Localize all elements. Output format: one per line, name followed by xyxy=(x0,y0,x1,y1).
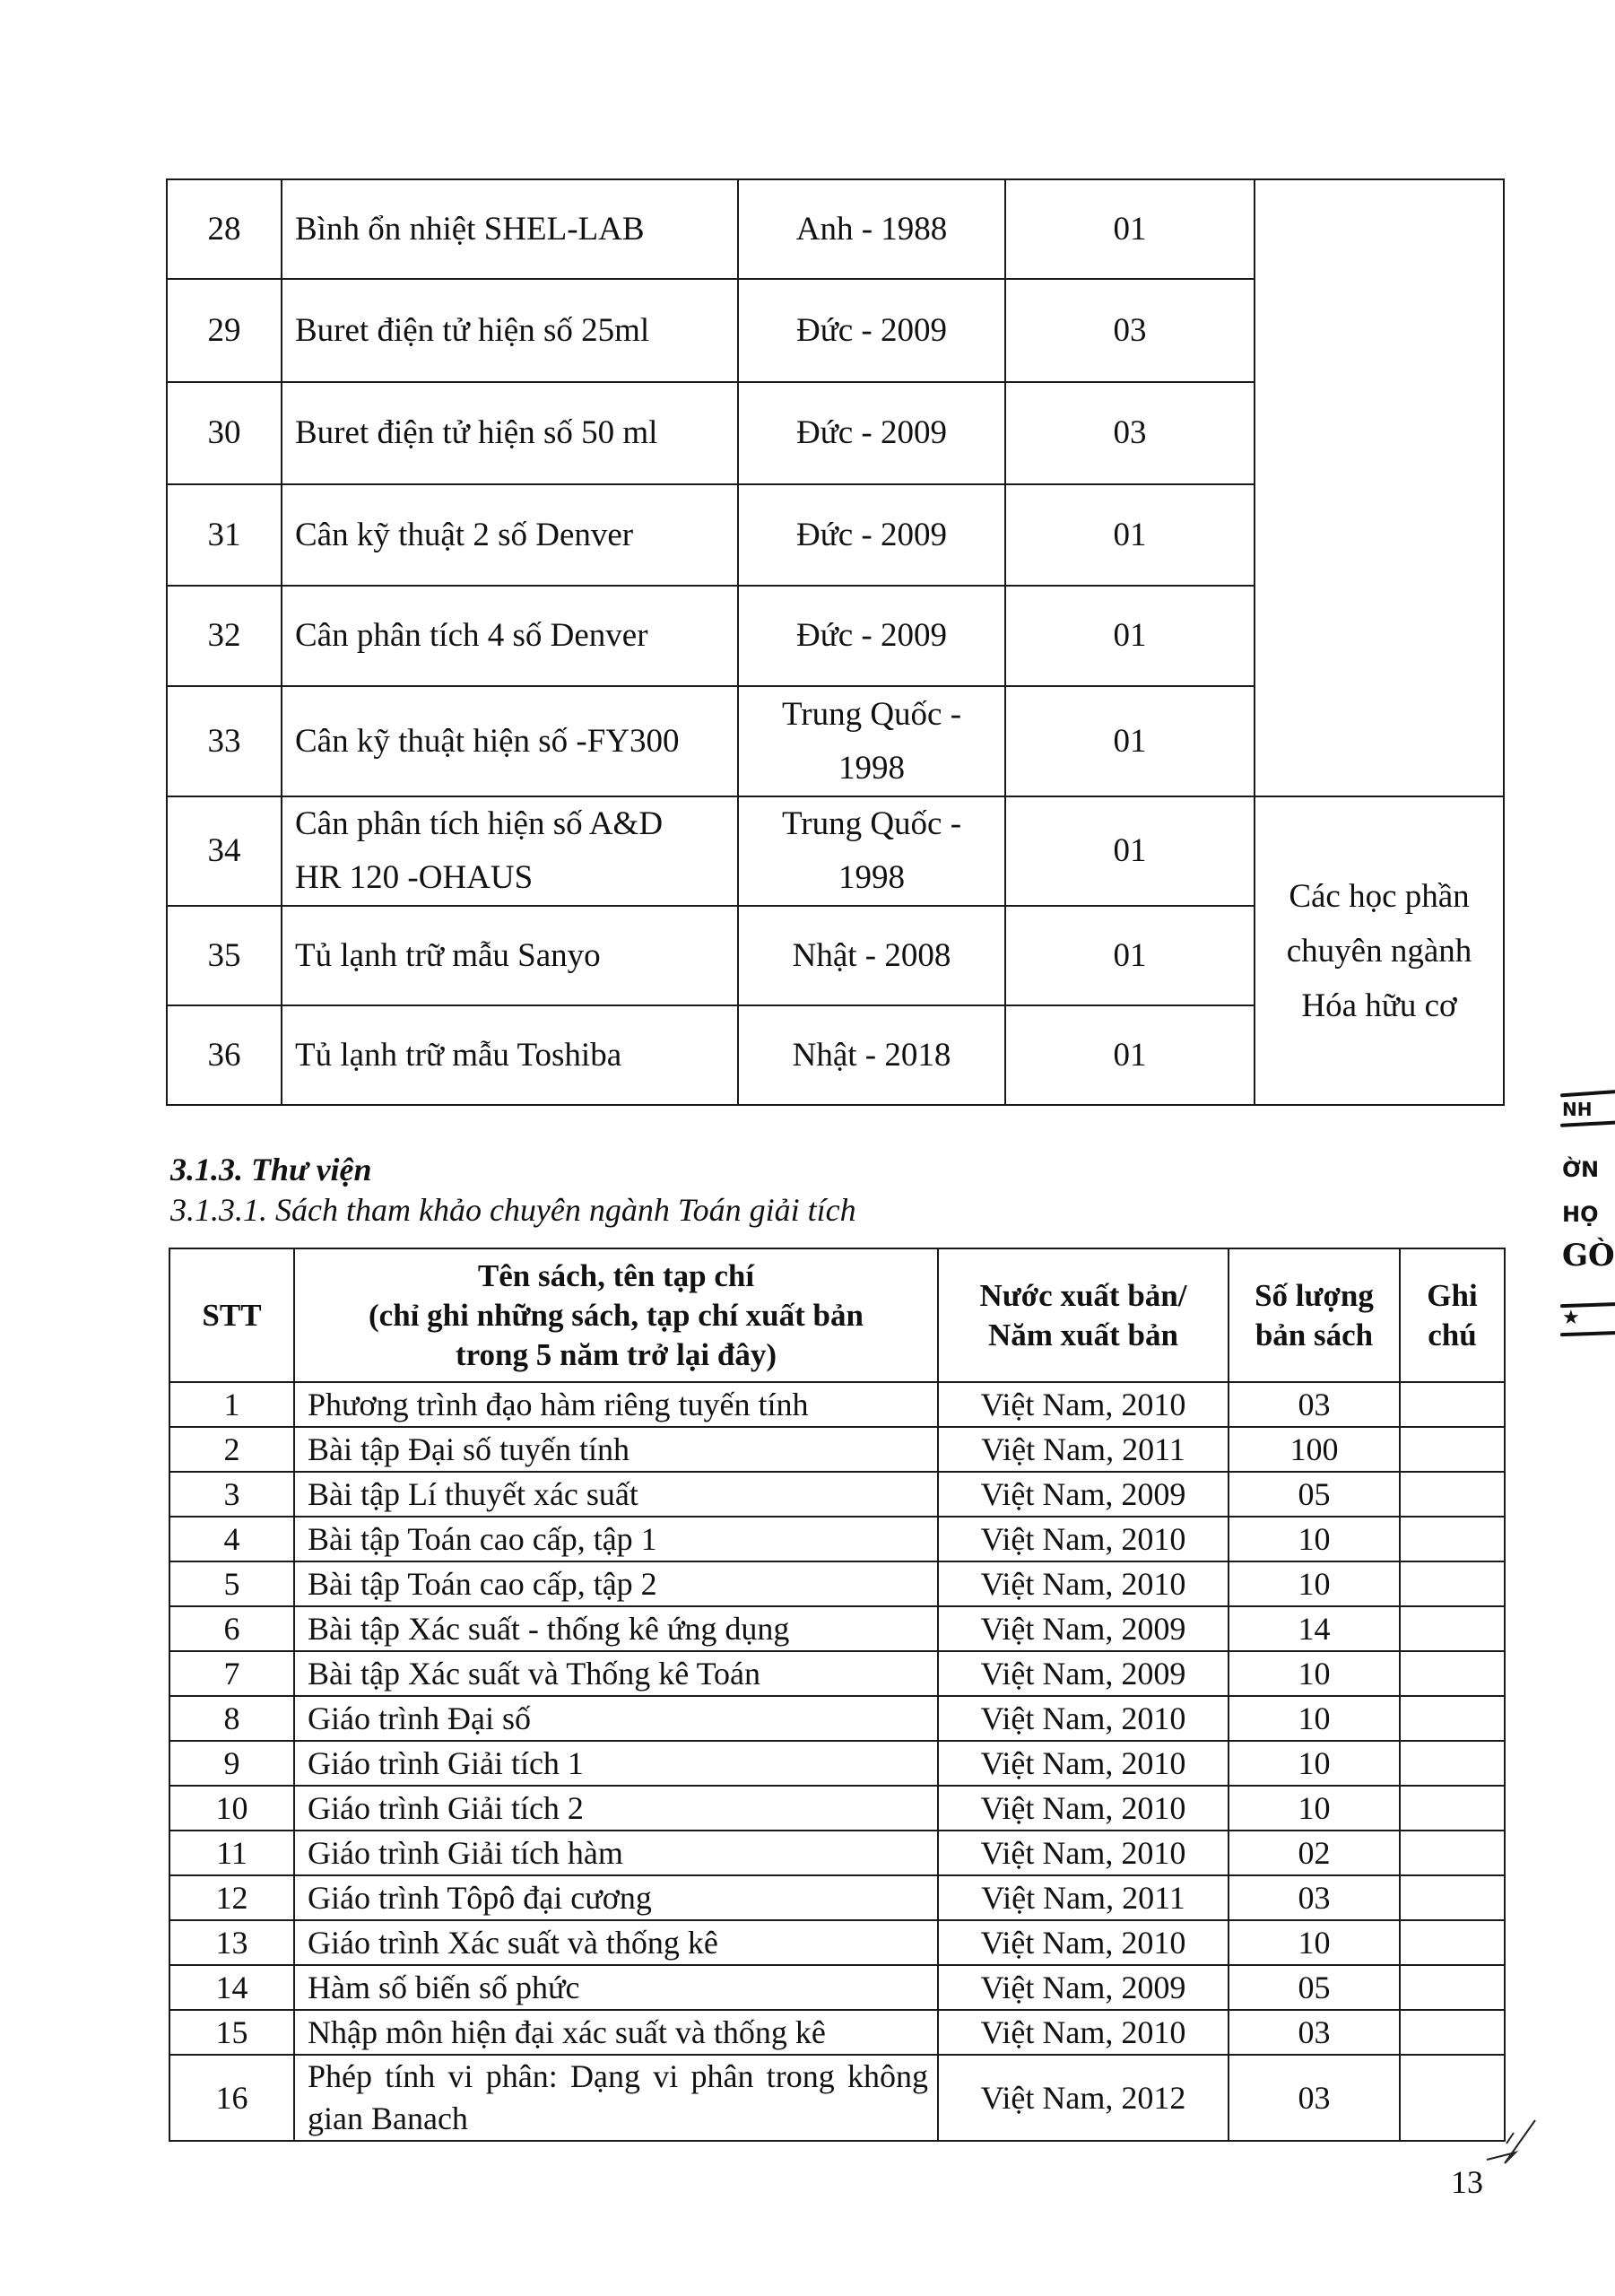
header-title-line: (chỉ ghi những sách, tạp chí xuất bản xyxy=(369,1297,864,1333)
book-title-cell: Giáo trình Giải tích 1 xyxy=(294,1741,938,1786)
quantity-cell: 03 xyxy=(1229,1382,1400,1427)
book-title-cell: Bài tập Lí thuyết xác suất xyxy=(294,1472,938,1517)
publisher-year-cell: Việt Nam, 2009 xyxy=(938,1472,1229,1517)
book-title-cell: Phép tính vi phân: Dạng vi phân trong không gian Banach xyxy=(294,2055,938,2141)
quantity-cell: 10 xyxy=(1229,1651,1400,1696)
publisher-year-cell: Việt Nam, 2010 xyxy=(938,1786,1229,1831)
stt-cell: 6 xyxy=(169,1606,294,1651)
stt-cell: 28 xyxy=(167,179,282,279)
quantity-cell: 05 xyxy=(1229,1965,1400,2010)
book-title-cell: Giáo trình Đại số xyxy=(294,1696,938,1741)
signature-mark xyxy=(1480,2117,1542,2170)
stamp-text: NH xyxy=(1562,1099,1593,1120)
table-row xyxy=(169,1517,1505,1561)
stt-cell: 12 xyxy=(169,1875,294,1920)
quantity-cell: 10 xyxy=(1229,1561,1400,1606)
quantity-cell: 03 xyxy=(1005,279,1255,382)
publisher-year-cell: Việt Nam, 2009 xyxy=(938,1651,1229,1696)
book-title-cell: Bài tập Đại số tuyến tính xyxy=(294,1427,938,1472)
table-row xyxy=(169,2010,1505,2055)
stt-cell: 16 xyxy=(169,2055,294,2141)
table-row xyxy=(169,1427,1505,1472)
equipment-name-cell: Tủ lạnh trữ mẫu Toshiba xyxy=(282,1005,738,1105)
table-row xyxy=(167,179,1504,279)
book-title-cell: Nhập môn hiện đại xác suất và thống kê xyxy=(294,2010,938,2055)
stt-cell: 10 xyxy=(169,1786,294,1831)
stt-cell: 2 xyxy=(169,1427,294,1472)
name-line: HR 120 -OHAUS xyxy=(295,859,534,896)
header-note-line: Ghi xyxy=(1427,1277,1478,1313)
table-row xyxy=(169,1651,1505,1696)
book-title-cell: Phương trình đạo hàm riêng tuyến tính xyxy=(294,1382,938,1427)
name-line: Cân phân tích hiện số A&D xyxy=(295,805,664,842)
quantity-cell: 10 xyxy=(1229,1696,1400,1741)
stt-cell: 30 xyxy=(167,382,282,484)
header-note xyxy=(1400,1248,1505,1382)
origin-cell: Nhật - 2008 xyxy=(738,906,1005,1005)
quantity-cell: 14 xyxy=(1229,1606,1400,1651)
origin-cell: Đức - 2009 xyxy=(738,279,1005,382)
table-row xyxy=(169,1920,1505,1965)
quantity-cell: 03 xyxy=(1229,2010,1400,2055)
quantity-cell: 01 xyxy=(1005,484,1255,586)
equipment-name-cell: Cân kỹ thuật 2 số Denver xyxy=(282,484,738,586)
quantity-cell: 05 xyxy=(1229,1472,1400,1517)
origin-cell: Nhật - 2018 xyxy=(738,1005,1005,1105)
origin-cell xyxy=(738,796,1005,906)
origin-line: Trung Quốc - xyxy=(781,695,962,733)
quantity-cell: 10 xyxy=(1229,1741,1400,1786)
quantity-cell: 10 xyxy=(1229,1517,1400,1561)
table-row xyxy=(169,1831,1505,1875)
header-publisher xyxy=(938,1248,1229,1382)
note-cell xyxy=(1400,2010,1505,2055)
equipment-name-cell: Buret điện tử hiện số 25ml xyxy=(282,279,738,382)
stt-cell: 31 xyxy=(167,484,282,586)
note-line: Hóa hữu cơ xyxy=(1301,987,1457,1024)
stt-cell: 1 xyxy=(169,1382,294,1427)
stt-cell: 9 xyxy=(169,1741,294,1786)
publisher-year-cell: Việt Nam, 2011 xyxy=(938,1427,1229,1472)
header-quantity xyxy=(1229,1248,1400,1382)
publisher-year-cell: Việt Nam, 2010 xyxy=(938,1831,1229,1875)
publisher-year-cell: Việt Nam, 2010 xyxy=(938,1382,1229,1427)
quantity-cell: 01 xyxy=(1005,1005,1255,1105)
stt-cell: 8 xyxy=(169,1696,294,1741)
stamp-ring-line xyxy=(1560,1090,1615,1098)
publisher-year-cell: Việt Nam, 2011 xyxy=(938,1875,1229,1920)
table-row xyxy=(169,1472,1505,1517)
equipment-name-cell: Buret điện tử hiện số 50 ml xyxy=(282,382,738,484)
publisher-year-cell: Việt Nam, 2009 xyxy=(938,1606,1229,1651)
equipment-name-cell: Bình ổn nhiệt SHEL-LAB xyxy=(282,179,738,279)
header-publisher-line: Năm xuất bản xyxy=(988,1317,1178,1352)
publisher-year-cell: Việt Nam, 2010 xyxy=(938,1741,1229,1786)
stt-cell: 33 xyxy=(167,686,282,796)
note-cell xyxy=(1400,1786,1505,1831)
equipment-name-cell: Cân kỹ thuật hiện số -FY300 xyxy=(282,686,738,796)
book-title-cell: Giáo trình Giải tích hàm xyxy=(294,1831,938,1875)
table-row xyxy=(169,1606,1505,1651)
header-title xyxy=(294,1248,938,1382)
quantity-cell: 01 xyxy=(1005,796,1255,906)
header-quantity-line: bản sách xyxy=(1255,1317,1374,1352)
stt-cell: 4 xyxy=(169,1517,294,1561)
stt-cell: 36 xyxy=(167,1005,282,1105)
publisher-year-cell: Việt Nam, 2009 xyxy=(938,1965,1229,2010)
note-cell xyxy=(1400,1831,1505,1875)
stt-cell: 15 xyxy=(169,2010,294,2055)
publisher-year-cell: Việt Nam, 2010 xyxy=(938,2010,1229,2055)
book-title-cell: Bài tập Toán cao cấp, tập 2 xyxy=(294,1561,938,1606)
equipment-table xyxy=(166,178,1505,1106)
table-row xyxy=(169,1965,1505,2010)
note-cell xyxy=(1400,1651,1505,1696)
origin-cell: Đức - 2009 xyxy=(738,382,1005,484)
quantity-cell: 01 xyxy=(1005,906,1255,1005)
star-icon: ★ xyxy=(1562,1307,1580,1329)
note-line: Các học phần xyxy=(1289,877,1470,915)
quantity-cell: 03 xyxy=(1005,382,1255,484)
section-heading: 3.1.3. Thư viện xyxy=(170,1152,372,1187)
quantity-cell: 02 xyxy=(1229,1831,1400,1875)
note-line: chuyên ngành xyxy=(1286,932,1472,970)
equipment-name-cell xyxy=(282,796,738,906)
publisher-year-cell: Việt Nam, 2010 xyxy=(938,1920,1229,1965)
note-cell xyxy=(1400,1965,1505,2010)
stt-cell: 29 xyxy=(167,279,282,382)
stamp-text: ỜN xyxy=(1562,1157,1600,1182)
stamp-ring-line xyxy=(1560,1331,1615,1336)
note-cell-empty xyxy=(1255,179,1504,796)
equipment-name-cell: Cân phân tích 4 số Denver xyxy=(282,586,738,686)
note-cell xyxy=(1400,1875,1505,1920)
stt-cell: 11 xyxy=(169,1831,294,1875)
publisher-year-cell: Việt Nam, 2010 xyxy=(938,1517,1229,1561)
header-publisher-line: Nước xuất bản/ xyxy=(979,1277,1187,1313)
table-row xyxy=(167,796,1504,906)
origin-line: 1998 xyxy=(838,749,905,787)
book-title-cell: Giáo trình Xác suất và thống kê xyxy=(294,1920,938,1965)
origin-cell xyxy=(738,686,1005,796)
table-header-row xyxy=(169,1248,1505,1382)
header-title-line: Tên sách, tên tạp chí xyxy=(477,1257,755,1293)
stt-cell: 14 xyxy=(169,1965,294,2010)
book-title-cell: Giáo trình Tôpô đại cương xyxy=(294,1875,938,1920)
origin-cell: Đức - 2009 xyxy=(738,586,1005,686)
book-title-cell: Bài tập Toán cao cấp, tập 1 xyxy=(294,1517,938,1561)
official-stamp-fragment xyxy=(1560,1072,1615,1359)
header-title-line: trong 5 năm trở lại đây) xyxy=(455,1336,777,1372)
table-row xyxy=(169,2055,1505,2141)
stamp-ring-line xyxy=(1560,1120,1615,1127)
table-row xyxy=(169,1561,1505,1606)
publisher-year-cell: Việt Nam, 2010 xyxy=(938,1561,1229,1606)
note-cell xyxy=(1400,1920,1505,1965)
stt-cell: 32 xyxy=(167,586,282,686)
note-cell xyxy=(1400,1606,1505,1651)
quantity-cell: 03 xyxy=(1229,2055,1400,2141)
stt-cell: 35 xyxy=(167,906,282,1005)
stt-cell: 34 xyxy=(167,796,282,906)
stt-cell: 7 xyxy=(169,1651,294,1696)
note-cell xyxy=(1400,1382,1505,1427)
quantity-cell: 01 xyxy=(1005,586,1255,686)
equipment-name-cell: Tủ lạnh trữ mẫu Sanyo xyxy=(282,906,738,1005)
quantity-cell: 01 xyxy=(1005,179,1255,279)
origin-cell: Đức - 2009 xyxy=(738,484,1005,586)
book-title-cell: Hàm số biến số phức xyxy=(294,1965,938,2010)
book-title-cell: Bài tập Xác suất và Thống kê Toán xyxy=(294,1651,938,1696)
quantity-cell: 01 xyxy=(1005,686,1255,796)
page-number: 13 xyxy=(1451,2164,1483,2200)
origin-line: Trung Quốc - xyxy=(781,805,962,842)
note-cell xyxy=(1400,1696,1505,1741)
note-cell xyxy=(1400,1561,1505,1606)
table-row xyxy=(169,1786,1505,1831)
quantity-cell: 10 xyxy=(1229,1920,1400,1965)
table-row xyxy=(169,1382,1505,1427)
publisher-year-cell: Việt Nam, 2012 xyxy=(938,2055,1229,2141)
books-table xyxy=(169,1248,1506,2142)
quantity-cell: 03 xyxy=(1229,1875,1400,1920)
publisher-year-cell: Việt Nam, 2010 xyxy=(938,1696,1229,1741)
stt-cell: 3 xyxy=(169,1472,294,1517)
book-title-cell: Bài tập Xác suất - thống kê ứng dụng xyxy=(294,1606,938,1651)
header-quantity-line: Số lượng xyxy=(1255,1277,1374,1313)
note-cell xyxy=(1400,1741,1505,1786)
note-cell xyxy=(1400,1427,1505,1472)
stt-cell: 13 xyxy=(169,1920,294,1965)
table-row xyxy=(169,1741,1505,1786)
stamp-text: GÒ xyxy=(1562,1238,1615,1274)
origin-line: 1998 xyxy=(838,859,905,896)
section-subheading: 3.1.3.1. Sách tham khảo chuyên ngành Toán giải tích xyxy=(170,1192,856,1228)
quantity-cell: 10 xyxy=(1229,1786,1400,1831)
note-cell xyxy=(1400,1472,1505,1517)
note-cell xyxy=(1400,1517,1505,1561)
table-row xyxy=(169,1875,1505,1920)
header-stt: STT xyxy=(169,1248,294,1382)
header-note-line: chú xyxy=(1428,1317,1477,1352)
quantity-cell: 100 xyxy=(1229,1427,1400,1472)
book-title-cell: Giáo trình Giải tích 2 xyxy=(294,1786,938,1831)
origin-cell: Anh - 1988 xyxy=(738,179,1005,279)
stt-cell: 5 xyxy=(169,1561,294,1606)
table-row xyxy=(169,1696,1505,1741)
note-cell-course-group xyxy=(1255,796,1504,1105)
stamp-text: HỌ xyxy=(1562,1202,1599,1227)
